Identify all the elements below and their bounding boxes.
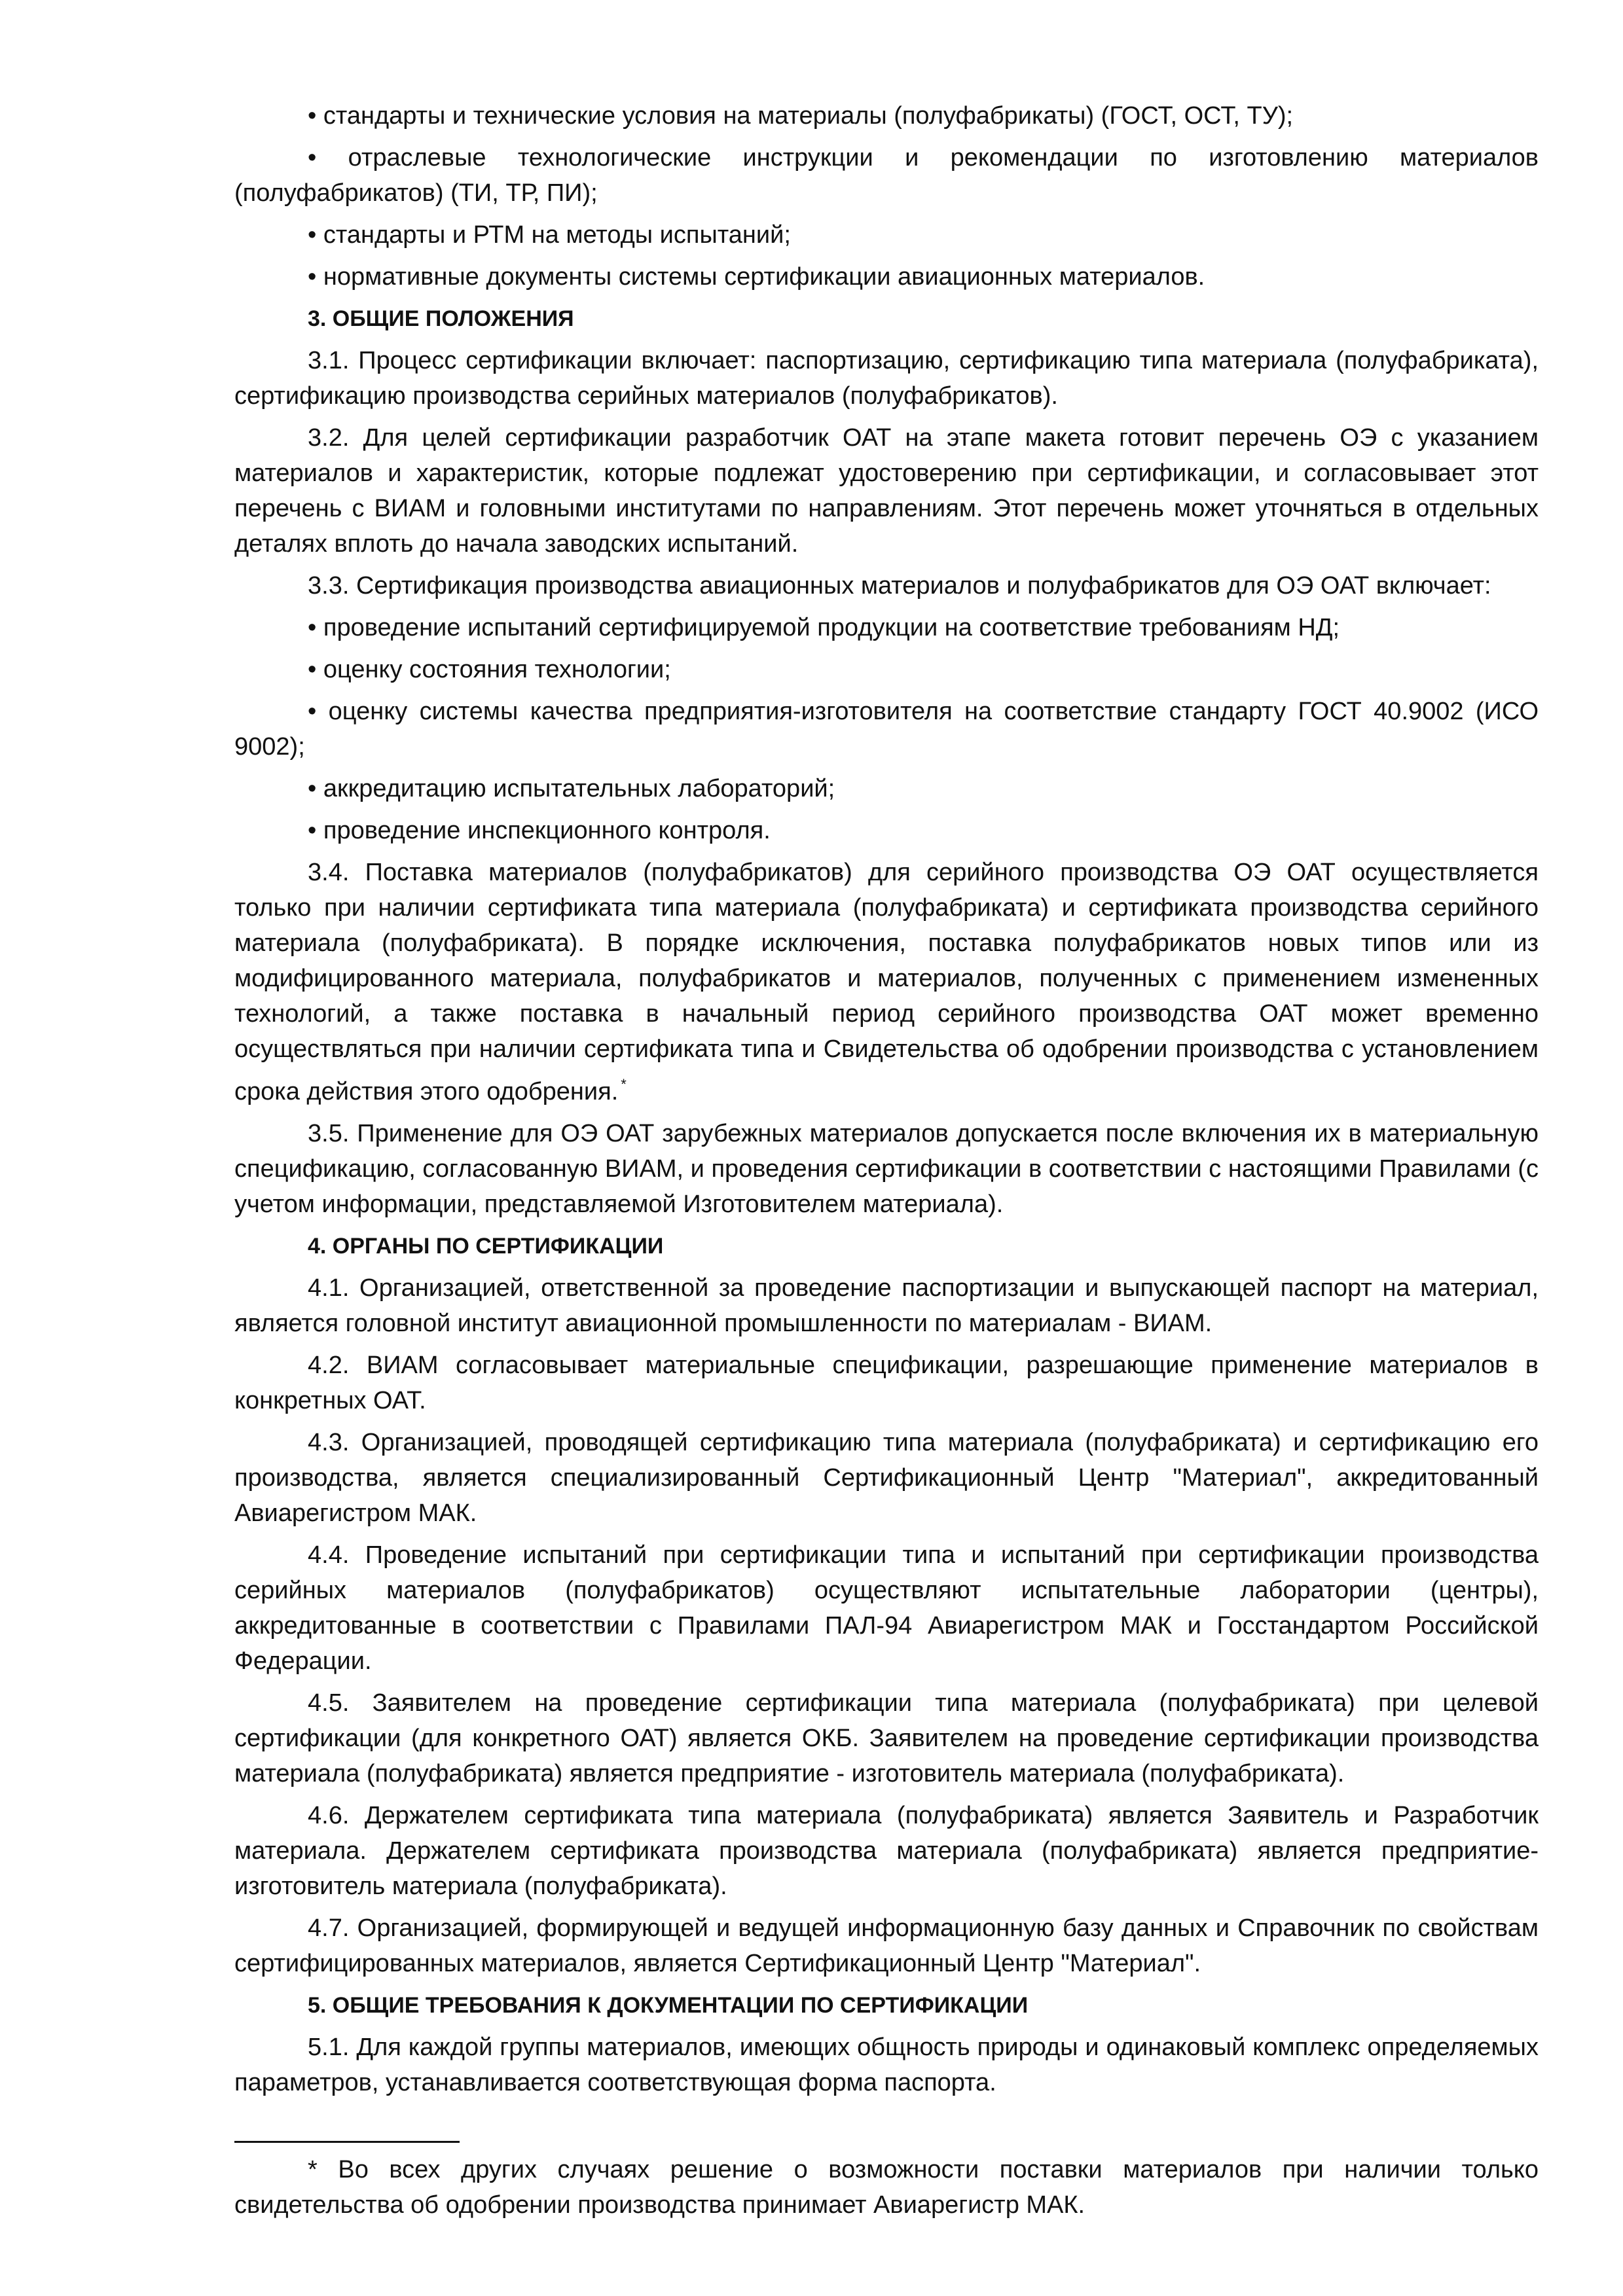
paragraph-4-4: 4.4. Проведение испытаний при сертификации типа и испытаний при сертификации производства серийных материалов (полуфабрикатов) осуществляют испытательные лаборатории (центры), аккредитованные в соответствии с Правилами ПАЛ-94 Авиарегистром МАК и Госстандартом Российской Федерации. <box>234 1541 1539 1675</box>
section-3-bullet: • проведение инспекционного контроля. <box>308 817 771 844</box>
paragraph-4-2: 4.2. ВИАМ согласовывает материальные спецификации, разрешающие применение материалов в конкретных ОАТ. <box>234 1352 1539 1414</box>
paragraph-4-1: 4.1. Организацией, ответственной за проведение паспортизации и выпускающей паспорт на материал, является головной институт авиационной промышленности по материалам - ВИАМ. <box>234 1274 1539 1337</box>
section-3-heading: 3. ОБЩИЕ ПОЛОЖЕНИЯ <box>308 306 574 331</box>
footnote-separator <box>234 2141 460 2143</box>
paragraph-3-1: 3.1. Процесс сертификации включает: паспортизацию, сертификацию типа материала (полуфабриката), сертификацию производства серийных материалов (полуфабрикатов). <box>234 347 1539 410</box>
intro-bullet: • стандарты и технические условия на материалы (полуфабрикаты) (ГОСТ, ОСТ, ТУ); <box>308 102 1294 130</box>
paragraph-3-5: 3.5. Применение для ОЭ ОАТ зарубежных материалов допускается после включения их в материальную спецификацию, согласованную ВИАМ, и проведения сертификации в соответствии с настоящими Правилами (с учетом информации, представляемой Изготовителем материала). <box>234 1120 1539 1218</box>
section-3-bullet: • оценку системы качества предприятия-изготовителя на соответствие стандарту ГОСТ 40.9002 (ИСО 9002); <box>234 698 1539 761</box>
paragraph-3-4-text: 3.4. Поставка материалов (полуфабрикатов) для серийного производства ОЭ ОАТ осуществляется только при наличии сертификата типа материала (полуфабриката) и сертификата производства серийного материала (полуфабриката). В порядке исключения, поставка полуфабрикатов новых типов или из модифицированного материала, полуфабрикатов и материалов, полученных с применением измененных технологий, а также поставка в начальный период серийного производства ОАТ может временно осуществляться при наличии сертификата типа и Свидетельства об одобрении производства с установлением срока действия этого одобрения. <box>234 859 1539 1105</box>
paragraph-4-3: 4.3. Организацией, проводящей сертификацию типа материала (полуфабриката) и сертификацию его производства, является специализированный Сертификационный Центр "Материал", аккредитованный Авиарегистром МАК. <box>234 1429 1539 1527</box>
paragraph-5-1: 5.1. Для каждой группы материалов, имеющих общность природы и одинаковый комплекс определяемых параметров, устанавливается соответствующая форма паспорта. <box>234 2034 1539 2096</box>
paragraph-4-7: 4.7. Организацией, формирующей и ведущей информационную базу данных и Справочник по свойствам сертифицированных материалов, является Сертификационный Центр "Материал". <box>234 1914 1539 1977</box>
intro-bullet: • нормативные документы системы сертификации авиационных материалов. <box>308 263 1205 291</box>
section-3-bullet: • проведение испытаний сертифицируемой продукции на соответствие требованиям НД; <box>308 614 1340 641</box>
intro-bullet: • стандарты и РТМ на методы испытаний; <box>308 221 791 249</box>
section-3-bullet: • аккредитацию испытательных лабораторий; <box>308 775 835 802</box>
paragraph-3-3: 3.3. Сертификация производства авиационных материалов и полуфабрикатов для ОЭ ОАТ включает: <box>308 572 1491 600</box>
paragraph-3-2: 3.2. Для целей сертификации разработчик ОАТ на этапе макета готовит перечень ОЭ с указанием материалов и характеристик, которые подлежат удостоверению при сертификации, и согласовывает этот перечень с ВИАМ и головными институтами по направлениям. Этот перечень может уточняться в отдельных деталях вплоть до начала заводских испытаний. <box>234 424 1539 558</box>
paragraph-3-4 <box>234 855 1539 1109</box>
section-5-heading: 5. ОБЩИЕ ТРЕБОВАНИЯ К ДОКУМЕНТАЦИИ ПО СЕРТИФИКАЦИИ <box>308 1993 1029 2018</box>
section-3-bullet: • оценку состояния технологии; <box>308 656 671 683</box>
footnote: * Во всех других случаях решение о возможности поставки материалов при наличии только свидетельства об одобрении производства принимает Авиарегистр МАК. <box>234 2156 1539 2219</box>
document-page <box>234 98 1539 2223</box>
paragraph-4-6: 4.6. Держателем сертификата типа материала (полуфабриката) является Заявитель и Разработчик материала. Держателем сертификата производства материала (полуфабриката) является предприятие-изготовитель материала (полуфабриката). <box>234 1802 1539 1900</box>
paragraph-4-5: 4.5. Заявителем на проведение сертификации типа материала (полуфабриката) при целевой сертификации (для конкретного ОАТ) является ОКБ. Заявителем на проведение сертификации производства материала (полуфабриката) является предприятие - изготовитель материала (полуфабриката). <box>234 1689 1539 1787</box>
section-4-heading: 4. ОРГАНЫ ПО СЕРТИФИКАЦИИ <box>308 1234 664 1259</box>
footnote-marker: * <box>621 1076 627 1092</box>
intro-bullet: • отраслевые технологические инструкции и рекомендации по изготовлению материалов (полуфабрикатов) (ТИ, ТР, ПИ); <box>234 144 1539 207</box>
